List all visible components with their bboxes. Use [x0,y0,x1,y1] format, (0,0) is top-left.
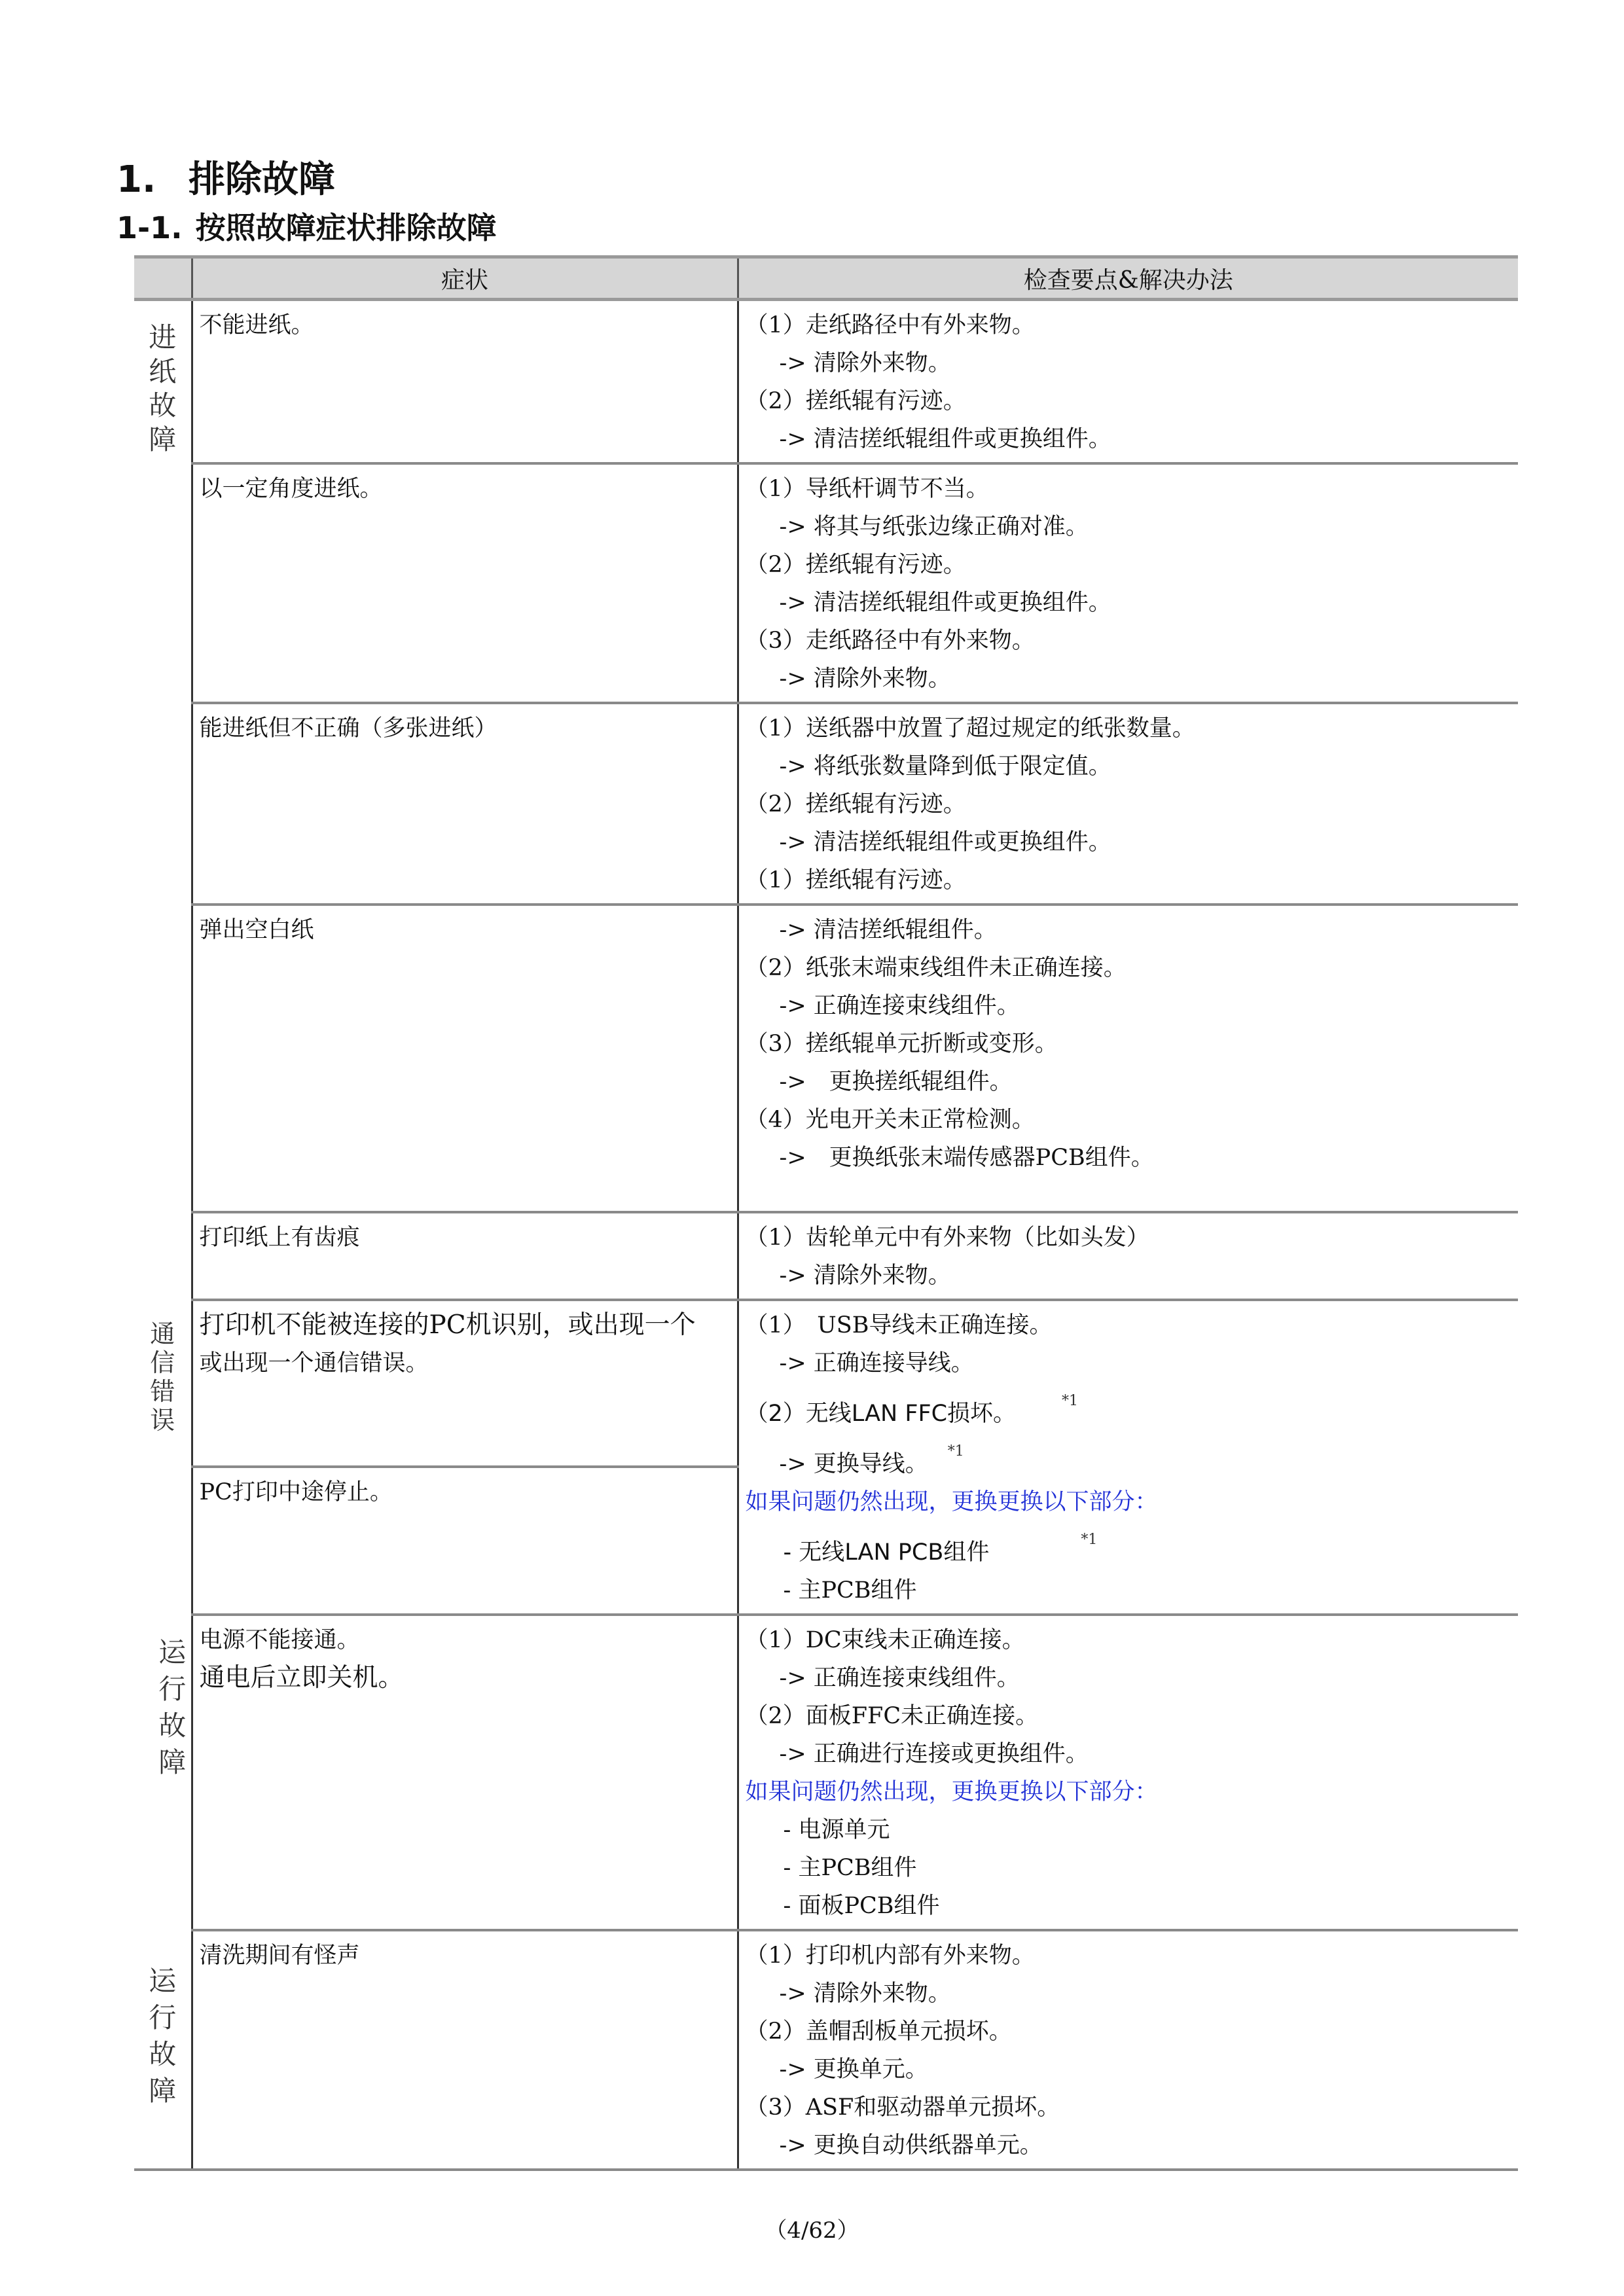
table-row [134,1615,1518,1930]
category-operation-fault: 运 行 故 障 [158,1636,187,1778]
section-title: 排除故障 [189,158,335,201]
category-paper-feed: 进 纸 故 障 [149,321,177,456]
symptom-cell: 不能进纸。 [192,300,738,464]
solution-cell: （1）齿轮单元中有外来物（比如头发） -> 清除外来物。 [738,1212,1518,1300]
section-number: 1. [117,158,156,201]
table-row [134,1930,1518,2170]
table-row [134,905,1518,1212]
symptom-cell: 弹出空白纸 [192,905,738,1212]
solution-cell: （1）走纸路径中有外来物。 -> 清除外来物。 （2）搓纸辊有污迹。 -> 清洁搓纸辊组件或更换组件。 [738,300,1518,464]
solution-cell: （1）送纸器中放置了超过规定的纸张数量。 -> 将纸张数量降到低于限定值。 （2）搓纸辊有污迹。 -> 清洁搓纸辊组件或更换组件。 （1）搓纸辊有污迹。 [738,703,1518,905]
table-row [134,703,1518,905]
page-number: （4/62） [765,2217,859,2244]
note-replace-parts: 如果问题仍然出现，更换更换以下部分： [745,1779,1158,1805]
table-row [134,463,1518,703]
category-header [134,257,192,300]
note-replace-parts: 如果问题仍然出现，更换更换以下部分： [745,1489,1158,1515]
section-heading [117,151,335,203]
solution-cell: -> 清洁搓纸辊组件。 （2）纸张末端束线组件未正确连接。 -> 正确连接束线组件。 （3）搓纸辊单元折断或变形。 -> 更换搓纸辊组件。 （4）光电开关未正常检测。 -> 更换纸张末端传感器PCB组件。 [738,905,1518,1212]
category-operation-fault: 运 行 故 障 [134,1930,192,2170]
subsection-title: 按照故障症状排除故障 [195,210,497,245]
symptom-cell: PC打印中途停止。 [192,1467,738,1615]
category-communication-error: 通 信 错 误 [150,1319,175,1435]
symptom-cell: 打印机不能被连接的PC机识别，或出现一个 或出现一个通信错误。 [192,1300,738,1467]
solution-header: 检查要点&解决办法 [738,257,1518,300]
table-row [134,300,1518,464]
symptom-cell: 能进纸但不正确（多张进纸） [192,703,738,905]
symptom-header: 症状 [192,257,738,300]
solution-cell: （1）打印机内部有外来物。 -> 清除外来物。 （2）盖帽刮板单元损坏。 -> 更换单元。 （3）ASF和驱动器单元损坏。 -> 更换自动供纸器单元。 [738,1930,1518,2170]
solution-cell: （1） USB导线未正确连接。 -> 正确连接导线。 （2）无线LAN FFC损坏。 $^{*1}$ -> 更换导线。 $^{*1}$ 如果问题仍然出现，更换更换以下部分： - 无线LAN PCB组件 $^{*1}$ - 主PCB组件 [738,1300,1518,1615]
solution-cell: （1）导纸杆调节不当。 -> 将其与纸张边缘正确对准。 （2）搓纸辊有污迹。 -> 清洁搓纸辊组件或更换组件。 （3）走纸路径中有外来物。 -> 清除外来物。 [738,463,1518,703]
table-row [134,1300,1518,1467]
table-row [134,1212,1518,1300]
subsection-heading [117,204,497,247]
solution-cell: （1）DC束线未正确连接。 -> 正确连接束线组件。 （2）面板FFC未正确连接。 -> 正确进行连接或更换组件。 如果问题仍然出现，更换更换以下部分： - 电源单元 - 主PCB组件 - 面板PCB组件 [738,1615,1518,1930]
symptom-cell: 以一定角度进纸。 [192,463,738,703]
symptom-cell: 电源不能接通。 通电后立即关机。 [192,1615,738,1930]
subsection-number: 1-1. [117,210,183,245]
symptom-cell: 清洗期间有怪声 [192,1930,738,2170]
table-header-row [134,257,1518,300]
symptom-cell: 打印纸上有齿痕 [192,1212,738,1300]
troubleshooting-table [134,255,1518,2171]
